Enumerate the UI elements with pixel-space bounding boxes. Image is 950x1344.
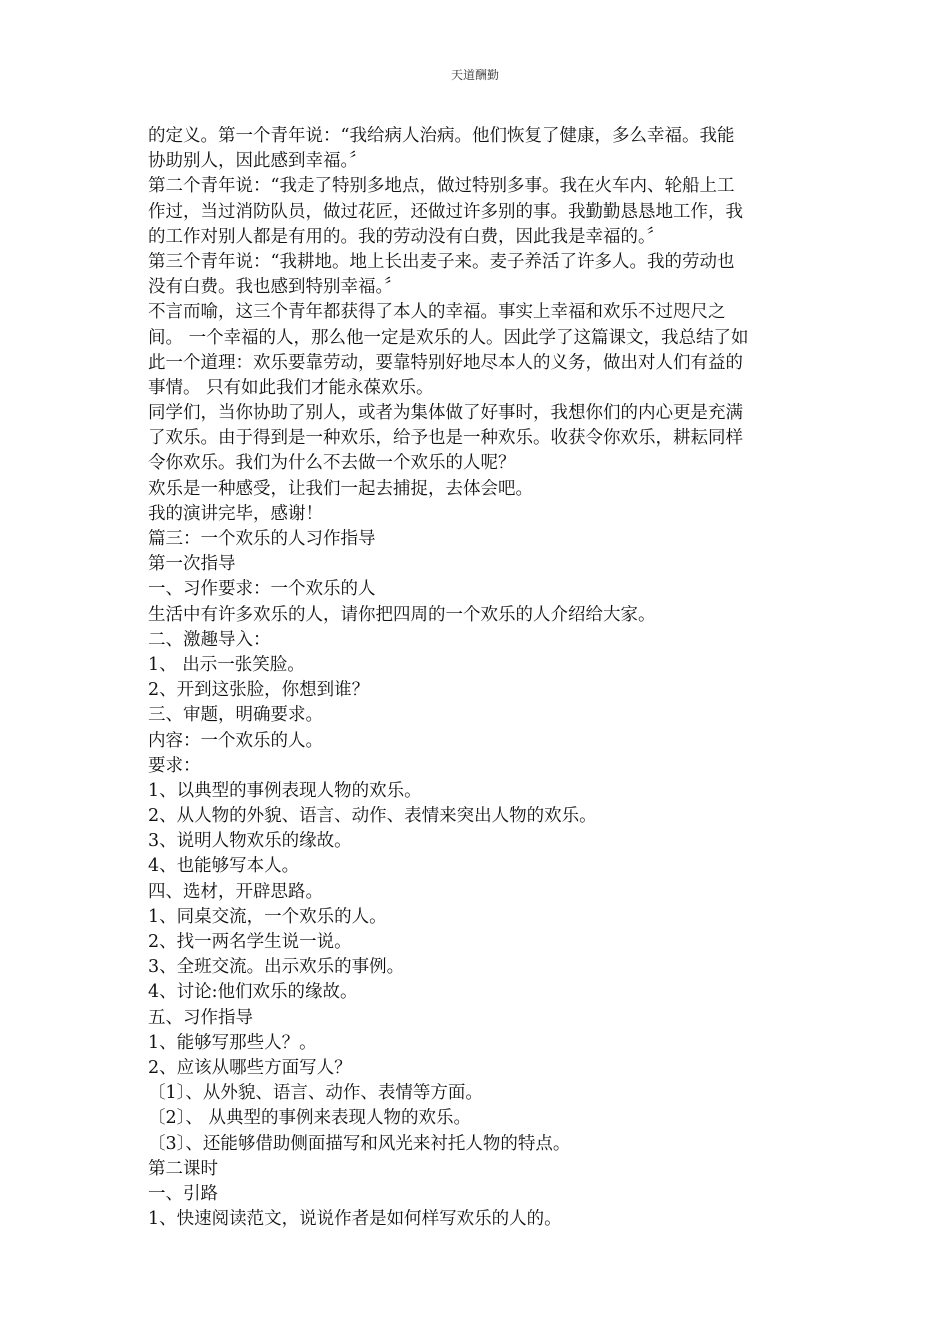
text-line: 〔1〕、从外貌、语言、动作、表情等方面。 [148,1083,483,1104]
text-line: 4、讨论:他们欢乐的缘故。 [148,982,358,1003]
text-line: 我的演讲完毕，感谢！ [148,503,323,524]
text-line: 作过，当过消防队员，做过花匠，还做过许多别的事。我勤勤恳恳地工作，我 [148,201,743,222]
text-line: 此一个道理：欢乐要靠劳动，要靠特别好地尽本人的义务，做出对人们有益的 [148,352,743,373]
text-line: 篇三：一个欢乐的人习作指导 [148,529,376,549]
text-line: 2、应该从哪些方面写人？ [148,1057,352,1078]
text-line: 事情。 只有如此我们才能永葆欢乐。 [148,377,434,398]
text-line: 3、说明人物欢乐的缘故。 [148,831,352,852]
text-line: 要求： [148,755,201,776]
text-line: 欢乐是一种感受，让我们一起去捕捉，去体会吧。 [148,478,533,499]
text-line: 的工作对别人都是有用的。我的劳动没有白费，因此我是幸福的。〞 [148,226,665,247]
page-header: 天道酬勤 [450,68,499,82]
text-line: 1、快速阅读范文，说说作者是如何样写欢乐的人的。 [148,1209,562,1230]
text-line: 1、 出示一张笑脸。 [148,654,305,675]
text-line: 第二个青年说：“我走了特别多地点，做过特别多事。我在火车内、轮船上工 [148,176,735,197]
text-line: 3、全班交流。出示欢乐的事例。 [148,957,405,978]
text-line: 四、选材，开辟思路。 [148,881,323,902]
document-body [148,124,808,1232]
text-line: 第二课时 [148,1158,218,1179]
text-line: 1、能够写那些人？。 [148,1032,317,1053]
text-line: 1、同桌交流，一个欢乐的人。 [148,906,387,927]
text-line: 2、从人物的外貌、语言、动作、表情来突出人物的欢乐。 [148,806,597,827]
text-line: 〔2〕、 从典型的事例来表现人物的欢乐。 [148,1108,471,1129]
text-line: 二、激趣导入： [148,629,271,650]
text-line: 协助别人，因此感到幸福。〞 [148,151,367,172]
text-line: 同学们，当你协助了别人，或者为集体做了好事时，我想你们的内心更是充满 [148,403,743,424]
text-line: 一、习作要求：一个欢乐的人 [148,579,376,600]
text-line: 间。 一个幸福的人，那么他一定是欢乐的人。因此学了这篇课文，我总结了如 [148,327,749,348]
text-line: 第三个青年说：“我耕地。地上长出麦子来。麦子养活了许多人。我的劳动也 [148,251,735,272]
text-line: 不言而喻，这三个青年都获得了本人的幸福。事实上幸福和欢乐不过咫尺之 [148,302,726,323]
text-line: 五、习作指导 [148,1007,253,1028]
text-line: 令你欢乐。我们为什么不去做一个欢乐的人呢？ [148,453,516,474]
text-line: 生活中有许多欢乐的人，请你把四周的一个欢乐的人介绍给大家。 [148,604,656,625]
text-line: 内容：一个欢乐的人。 [148,730,323,751]
text-line: 一、引路 [148,1183,218,1204]
text-line: 〔3〕、还能够借助侧面描写和风光来衬托人物的特点。 [148,1133,571,1154]
text-line: 了欢乐。由于得到是一种欢乐，给予也是一种欢乐。收获令你欢乐，耕耘同样 [148,428,743,449]
text-line: 没有白费。我也感到特别幸福。〞 [148,277,402,298]
text-line: 第一次指导 [148,554,236,575]
text-line: 4、也能够写本人。 [148,856,300,877]
text-line: 2、找一两名学生说一说。 [148,932,352,952]
text-line: 2、开到这张脸，你想到谁？ [148,680,370,701]
text-line: 三、审题，明确要求。 [148,705,323,726]
text-line: 1、以典型的事例表现人物的欢乐。 [148,780,422,801]
text-line: 的定义。第一个青年说：“我给病人治病。他们恢复了健康，多么幸福。我能 [148,126,735,146]
